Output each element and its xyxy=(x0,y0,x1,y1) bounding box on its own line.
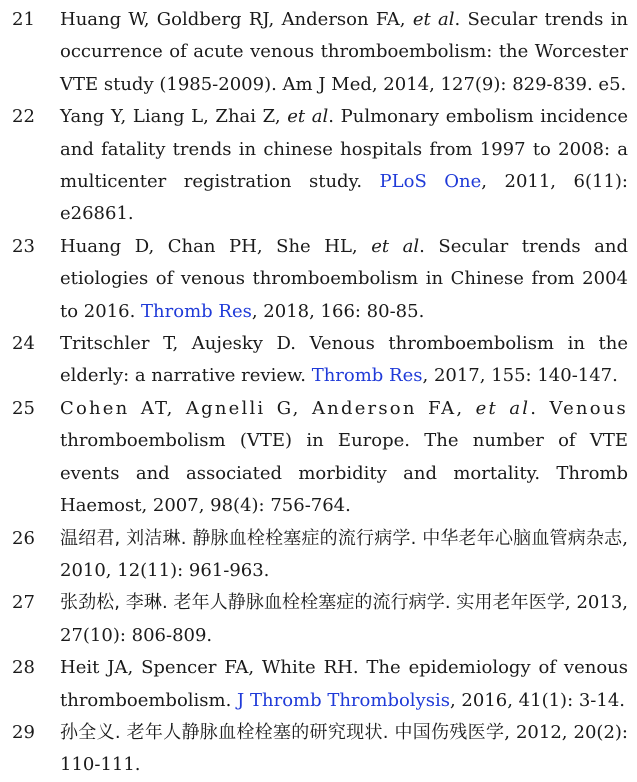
reference-text-segment: . Secular trends in occurrence of acute venous thromboembolism: the Worcester VTE study (1985-2009). Am J Med, 2014, 127(9): 829-839. e5. xyxy=(60,9,628,95)
reference-text-segment: Huang W, Goldberg RJ, Anderson FA, xyxy=(60,9,413,30)
et-al-italic: et al xyxy=(287,106,329,128)
reference-text-segment: , 2011, 6(11): e26861. xyxy=(60,171,628,225)
reference-text-segment: , 2018, 166: 80-85. xyxy=(251,300,425,322)
journal-link[interactable]: J Thromb Thrombolysis xyxy=(237,689,450,711)
reference-number: 23 xyxy=(12,235,35,257)
reference-text-segment: , 2012, 20(2): 110-111. xyxy=(60,721,628,776)
reference-text xyxy=(60,393,637,523)
reference-text-segment: Cohen AT, Agnelli G, Anderson FA, xyxy=(60,397,476,419)
reference-text-segment: . Venous xyxy=(530,397,628,419)
reference-text xyxy=(60,328,637,393)
reference-text-segment: , 2016, 41(1): 3-14. xyxy=(449,689,626,711)
et-al-italic: et al xyxy=(475,397,531,419)
reference-text-segment: Huang D, Chan PH, She HL, xyxy=(60,235,372,257)
reference-text-segment: . Pulmonary embolism incidence and fatality trends in chinese hospitals from 1997 to 2008: a multicenter registration study. xyxy=(60,106,628,193)
chinese-citation-text: 张劲松, 李琳. 老年人静脉血栓栓塞症的流行病学. 实用老年医学 xyxy=(60,592,565,614)
reference-text xyxy=(60,101,637,231)
reference-item xyxy=(0,101,637,231)
chinese-citation-text: 孙全义. 老年人静脉血栓栓塞的研究现状. 中国伤残医学 xyxy=(60,721,505,743)
reference-list xyxy=(0,4,637,782)
reference-number: 25 xyxy=(12,397,35,419)
reference-text xyxy=(60,4,637,101)
reference-item xyxy=(0,523,637,588)
reference-item xyxy=(0,231,637,328)
reference-text-segment: Heit JA, Spencer FA, White RH. The epidemiology of venous thromboembolism. xyxy=(60,657,628,711)
et-al-italic: et al xyxy=(371,235,420,257)
reference-item xyxy=(0,652,637,717)
reference-text-segment: , 2013, 27(10): 806-809. xyxy=(60,592,629,646)
reference-text-segment: Yang Y, Liang L, Zhai Z, xyxy=(60,106,288,128)
reference-text xyxy=(60,717,637,782)
reference-text xyxy=(60,231,637,328)
reference-item xyxy=(0,717,637,782)
reference-text-segment: Tritschler T, Aujesky D. Venous thromboembolism in the elderly: a narrative review. xyxy=(60,333,628,387)
chinese-citation-text: 温绍君, 刘洁琳. 静脉血栓栓塞症的流行病学. 中华老年心脑血管病杂志 xyxy=(60,527,623,549)
reference-text-segment: , 2017, 155: 140-147. xyxy=(422,365,618,387)
reference-item xyxy=(0,328,637,393)
reference-number: 28 xyxy=(12,657,35,679)
et-al-italic: et al xyxy=(412,9,455,30)
journal-link[interactable]: Thromb Res xyxy=(141,300,252,322)
reference-text-segment: , 2010, 12(11): 961-963. xyxy=(60,527,628,581)
reference-number: 21 xyxy=(12,9,35,30)
reference-number: 24 xyxy=(12,333,35,355)
reference-text xyxy=(60,523,637,588)
reference-text xyxy=(60,587,637,652)
reference-number: 27 xyxy=(12,592,35,614)
reference-item xyxy=(0,587,637,652)
reference-text xyxy=(60,652,637,717)
reference-item xyxy=(0,4,637,101)
journal-link[interactable]: PLoS One xyxy=(379,171,482,193)
reference-text-segment: . Secular trends and etiologies of venous thromboembolism in Chinese from 2004 to 2016. xyxy=(60,235,628,322)
reference-number: 22 xyxy=(12,106,35,128)
reference-number: 26 xyxy=(12,527,35,549)
reference-item xyxy=(0,393,637,523)
journal-link[interactable]: Thromb Res xyxy=(311,365,423,387)
reference-text-segment: thromboembolism (VTE) in Europe. The number of VTE events and associated morbidity and mortality. Thromb Haemost, 2007, 98(4): 756-764. xyxy=(60,430,628,517)
reference-number: 29 xyxy=(12,721,35,743)
